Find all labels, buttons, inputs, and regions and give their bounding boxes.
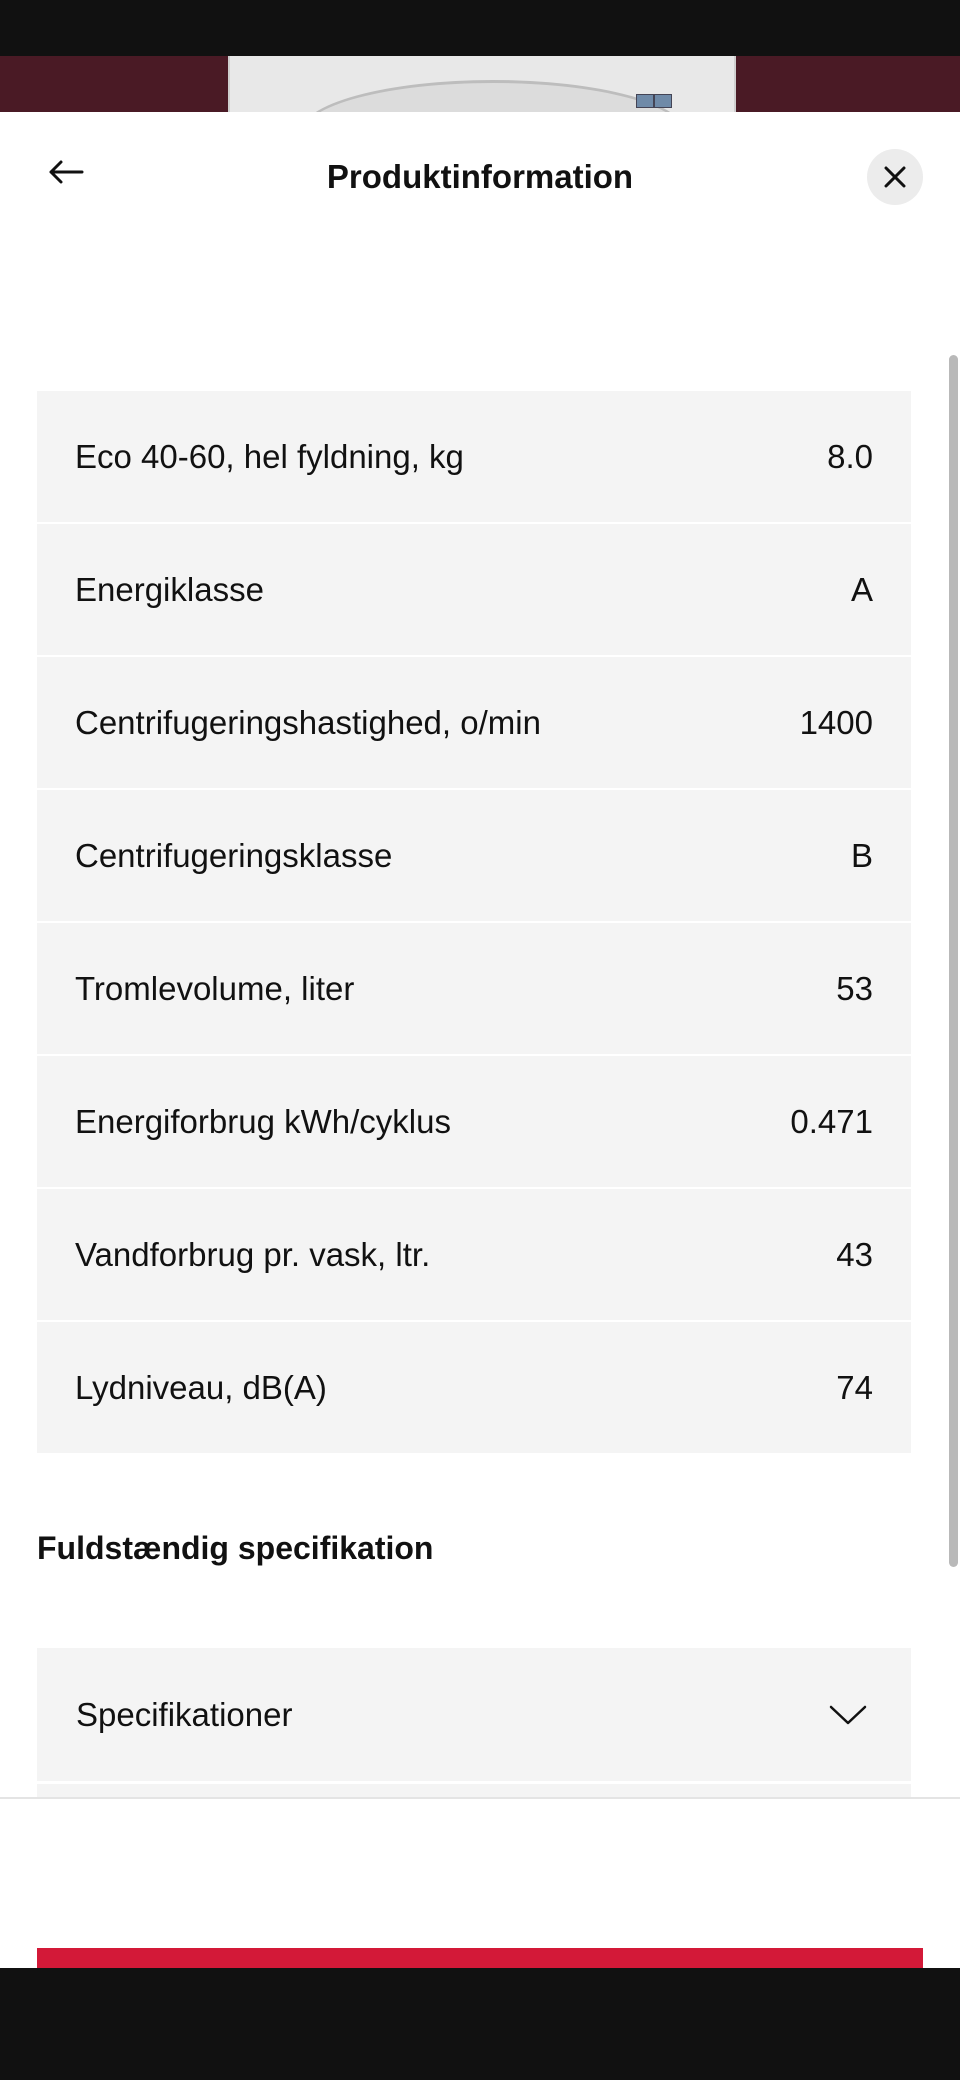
spec-value: 0.471	[790, 1102, 873, 1140]
spec-value: 8.0	[827, 437, 873, 475]
system-navigation-bar	[0, 1968, 960, 2080]
status-bar	[0, 0, 960, 56]
spec-row	[37, 1189, 911, 1320]
key-specs-table	[37, 391, 911, 1455]
spec-row	[37, 524, 911, 655]
spec-row	[37, 923, 911, 1054]
spec-value: B	[850, 836, 873, 874]
close-button[interactable]	[867, 149, 923, 205]
spec-value: 43	[836, 1235, 873, 1273]
panel-indicator	[654, 94, 672, 108]
spec-row	[37, 790, 911, 921]
spec-label: Vandforbrug pr. vask, ltr.	[75, 1235, 431, 1273]
spec-label: Centrifugeringsklasse	[75, 836, 393, 874]
spec-value: 1400	[799, 703, 873, 741]
spec-label: Lydniveau, dB(A)	[75, 1368, 327, 1406]
spec-label: Centrifugeringshastighed, o/min	[75, 703, 541, 741]
product-image-backdrop	[0, 56, 960, 112]
close-icon	[883, 165, 907, 189]
spec-value: 74	[836, 1368, 873, 1406]
spec-value: 53	[836, 969, 873, 1007]
panel-indicator	[636, 94, 654, 108]
spec-row	[37, 391, 911, 522]
spec-label: Tromlevolume, liter	[75, 969, 355, 1007]
spec-value: A	[850, 570, 873, 608]
spec-row	[37, 657, 911, 788]
spec-label: Energiklasse	[75, 570, 264, 608]
page-title: Produktinformation	[326, 158, 634, 195]
scrollbar[interactable]	[949, 355, 958, 1567]
full-spec-heading: Fuldstændig specifikation	[37, 1530, 434, 1566]
spec-row	[37, 1056, 911, 1187]
accordion-label: Specifikationer	[76, 1695, 293, 1733]
product-info-sheet	[0, 112, 960, 1968]
spec-row	[37, 1322, 911, 1453]
sticky-footer	[0, 1797, 960, 1970]
accordion-item-specifikationer[interactable]	[37, 1648, 911, 1781]
spec-label: Energiforbrug kWh/cyklus	[75, 1102, 451, 1140]
chevron-down-icon	[829, 1704, 867, 1726]
sheet-content[interactable]	[0, 242, 960, 1910]
spec-label: Eco 40-60, hel fyldning, kg	[75, 437, 464, 475]
washing-machine-image	[228, 56, 736, 112]
sheet-header	[0, 112, 960, 242]
